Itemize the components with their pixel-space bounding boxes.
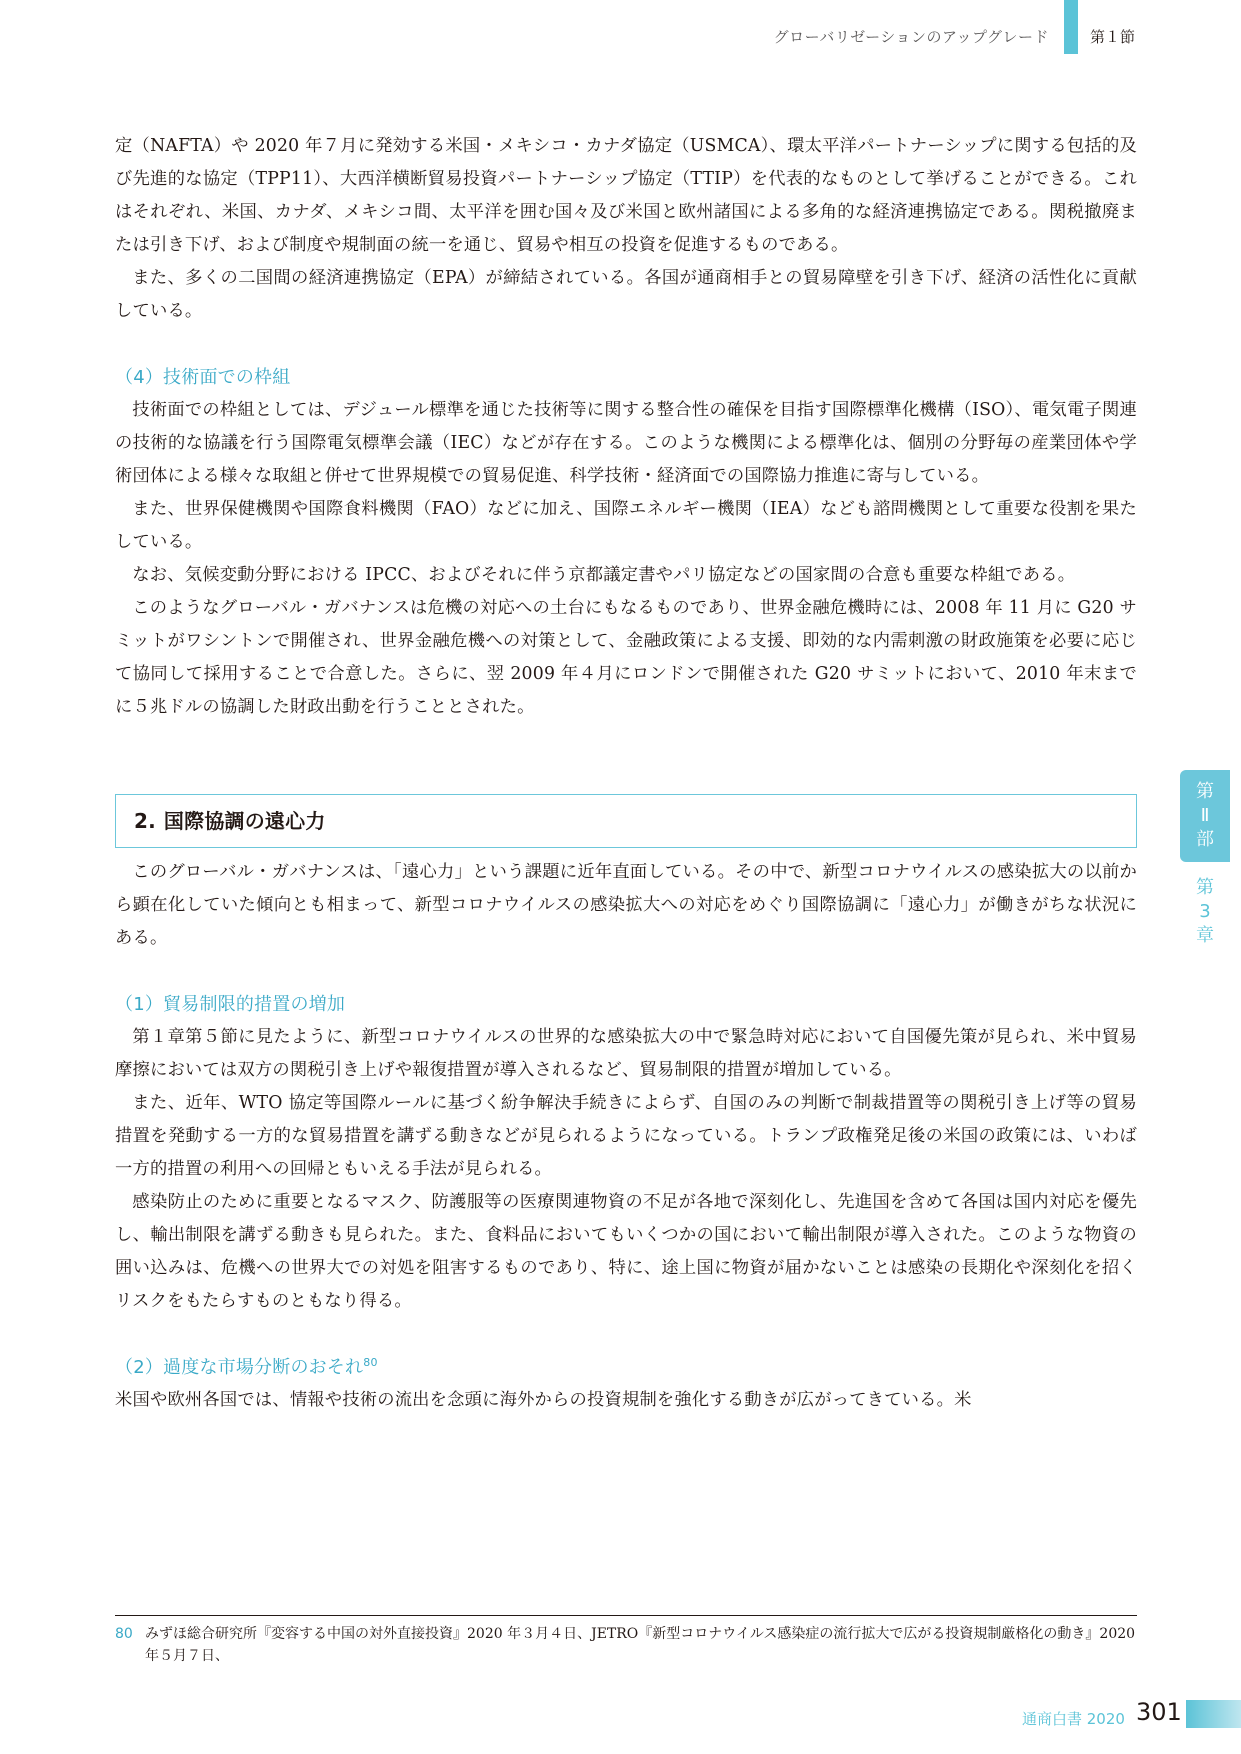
- footer-publication-title: 通商白書 2020: [1022, 1710, 1125, 1728]
- side-tab-chapter-char: 3: [1199, 901, 1211, 922]
- body-paragraph: 米国や欧州各国では、情報や技術の流出を念頭に海外からの投資規制を強化する動きが広がってきている。米: [115, 1390, 972, 1410]
- footnote-reference[interactable]: 80: [363, 1356, 378, 1369]
- side-tab-part-char: 部: [1196, 829, 1214, 850]
- body-paragraph: 感染防止のために重要となるマスク、防護服等の医療関連物資の不足が各地で深刻化し、先進国を含めて各国は国内対応を優先し、輸出制限を講ずる動きも見られた。また、食料品においてもいくつかの国において輸出制限が導入された。このような物資の囲い込みは、危機への世界大での対処を阻害するものであり、特に、途上国に物資が届かないことは感染の長期化や深刻化を招くリスクをもたらすものともなり得る。: [115, 1192, 1137, 1311]
- body-paragraph: また、近年、WTO 協定等国際ルールに基づく紛争解決手続きによらず、自国のみの判断で制裁措置等の関税引き上げ等の貿易措置を発動する一方的な貿易措置を講ずる動きなどが見られるようになっている。トランプ政権発足後の米国の政策には、いわば一方的措置の利用への回帰ともいえる手法が見られる。: [115, 1093, 1137, 1179]
- body-paragraph: このグローバル・ガバナンスは、「遠心力」という課題に近年直面している。その中で、新型コロナウイルスの感染拡大の以前から顕在化していた傾向とも相まって、新型コロナウイルスの感染拡大への対応をめぐり国際協調に「遠心力」が働きがちな状況にある。: [115, 862, 1137, 948]
- footnote: [115, 1623, 1137, 1667]
- section-title: 国際協調の遠心力: [163, 808, 326, 833]
- body-paragraph: また、多くの二国間の経済連携協定（EPA）が締結されている。各国が通商相手との貿易障壁を引き下げ、経済の活性化に貢献している。: [115, 268, 1137, 321]
- side-tab-part-char: 第: [1196, 781, 1214, 802]
- main-content: [115, 130, 1137, 1417]
- side-tab-chapter: [1180, 872, 1230, 952]
- page-number: 301: [1136, 1698, 1182, 1726]
- subheading-market-fragmentation: [115, 1351, 1137, 1384]
- running-header-title: グローバリゼーションのアップグレード: [773, 28, 1049, 46]
- side-tab-part-char: Ⅱ: [1200, 805, 1210, 826]
- footnote-number: 80: [115, 1626, 133, 1642]
- footer-accent-bar: [1186, 1700, 1241, 1728]
- body-paragraph: 技術面での枠組としては、デジュール標準を通じた技術等に関する整合性の確保を目指す国際標準化機構（ISO）、電気電子関連の技術的な協議を行う国際電気標準会議（IEC）などが存在する。このような機関による標準化は、個別の分野毎の産業団体や学術団体による様々な取組と併せて世界規模での貿易促進、科学技術・経済面での国際協力推進に寄与している。: [115, 400, 1137, 486]
- section-heading-box: [115, 794, 1137, 848]
- side-tab-chapter-char: 第: [1196, 877, 1214, 898]
- header-accent-bar: [1064, 0, 1078, 54]
- subheading-trade-restrictions: （1）貿易制限的措置の増加: [115, 994, 346, 1015]
- running-header-section: 第１節: [1090, 28, 1136, 46]
- body-paragraph: 定（NAFTA）や 2020 年７月に発効する米国・メキシコ・カナダ協定（USMCA）、環太平洋パートナーシップに関する包括的及び先進的な協定（TPP11）、大西洋横断貿易投資パートナーシップ協定（TTIP）を代表的なものとして挙げることができる。これはそれぞれ、米国、カナダ、メキシコ間、太平洋を囲む国々及び米国と欧州諸国による多角的な経済連携協定である。関税撤廃または引き下げ、および制度や規制面の統一を通じ、貿易や相互の投資を促進するものである。: [115, 136, 1137, 255]
- footnote-divider: [115, 1615, 1137, 1616]
- side-tab-part: [1180, 770, 1230, 862]
- footnote-text: みずほ総合研究所『変容する中国の対外直接投資』2020 年３月４日、JETRO『新型コロナウイルス感染症の流行拡大で広がる投資規制厳格化の動き』2020 年５月７日、: [145, 1626, 1136, 1664]
- body-paragraph: また、世界保健機関や国際食料機関（FAO）などに加え、国際エネルギー機関（IEA）なども諮問機関として重要な役割を果たしている。: [115, 499, 1137, 552]
- side-tab-chapter-char: 章: [1196, 925, 1214, 946]
- section-number: 2.: [134, 808, 156, 833]
- body-paragraph: このようなグローバル・ガバナンスは危機の対応への土台にもなるものであり、世界金融危機時には、2008 年 11 月に G20 サミットがワシントンで開催され、世界金融危機への対策として、金融政策による支援、即効的な内需刺激の財政施策を必要に応じて協同して採用することで合意した。さらに、翌 2009 年４月にロンドンで開催された G20 サミットにおいて、2010 年末までに５兆ドルの協調した財政出動を行うこととされた。: [115, 598, 1137, 717]
- body-paragraph: なお、気候変動分野における IPCC、およびそれに伴う京都議定書やパリ協定などの国家間の合意も重要な枠組である。: [132, 565, 1076, 585]
- subheading-text: （2）過度な市場分断のおそれ: [115, 1357, 364, 1378]
- subheading-tech-framework: （4）技術面での枠組: [115, 367, 291, 388]
- body-paragraph: 第１章第５節に見たように、新型コロナウイルスの世界的な感染拡大の中で緊急時対応において自国優先策が見られ、米中貿易摩擦においては双方の関税引き上げや報復措置が導入されるなど、貿易制限的措置が増加している。: [115, 1027, 1137, 1080]
